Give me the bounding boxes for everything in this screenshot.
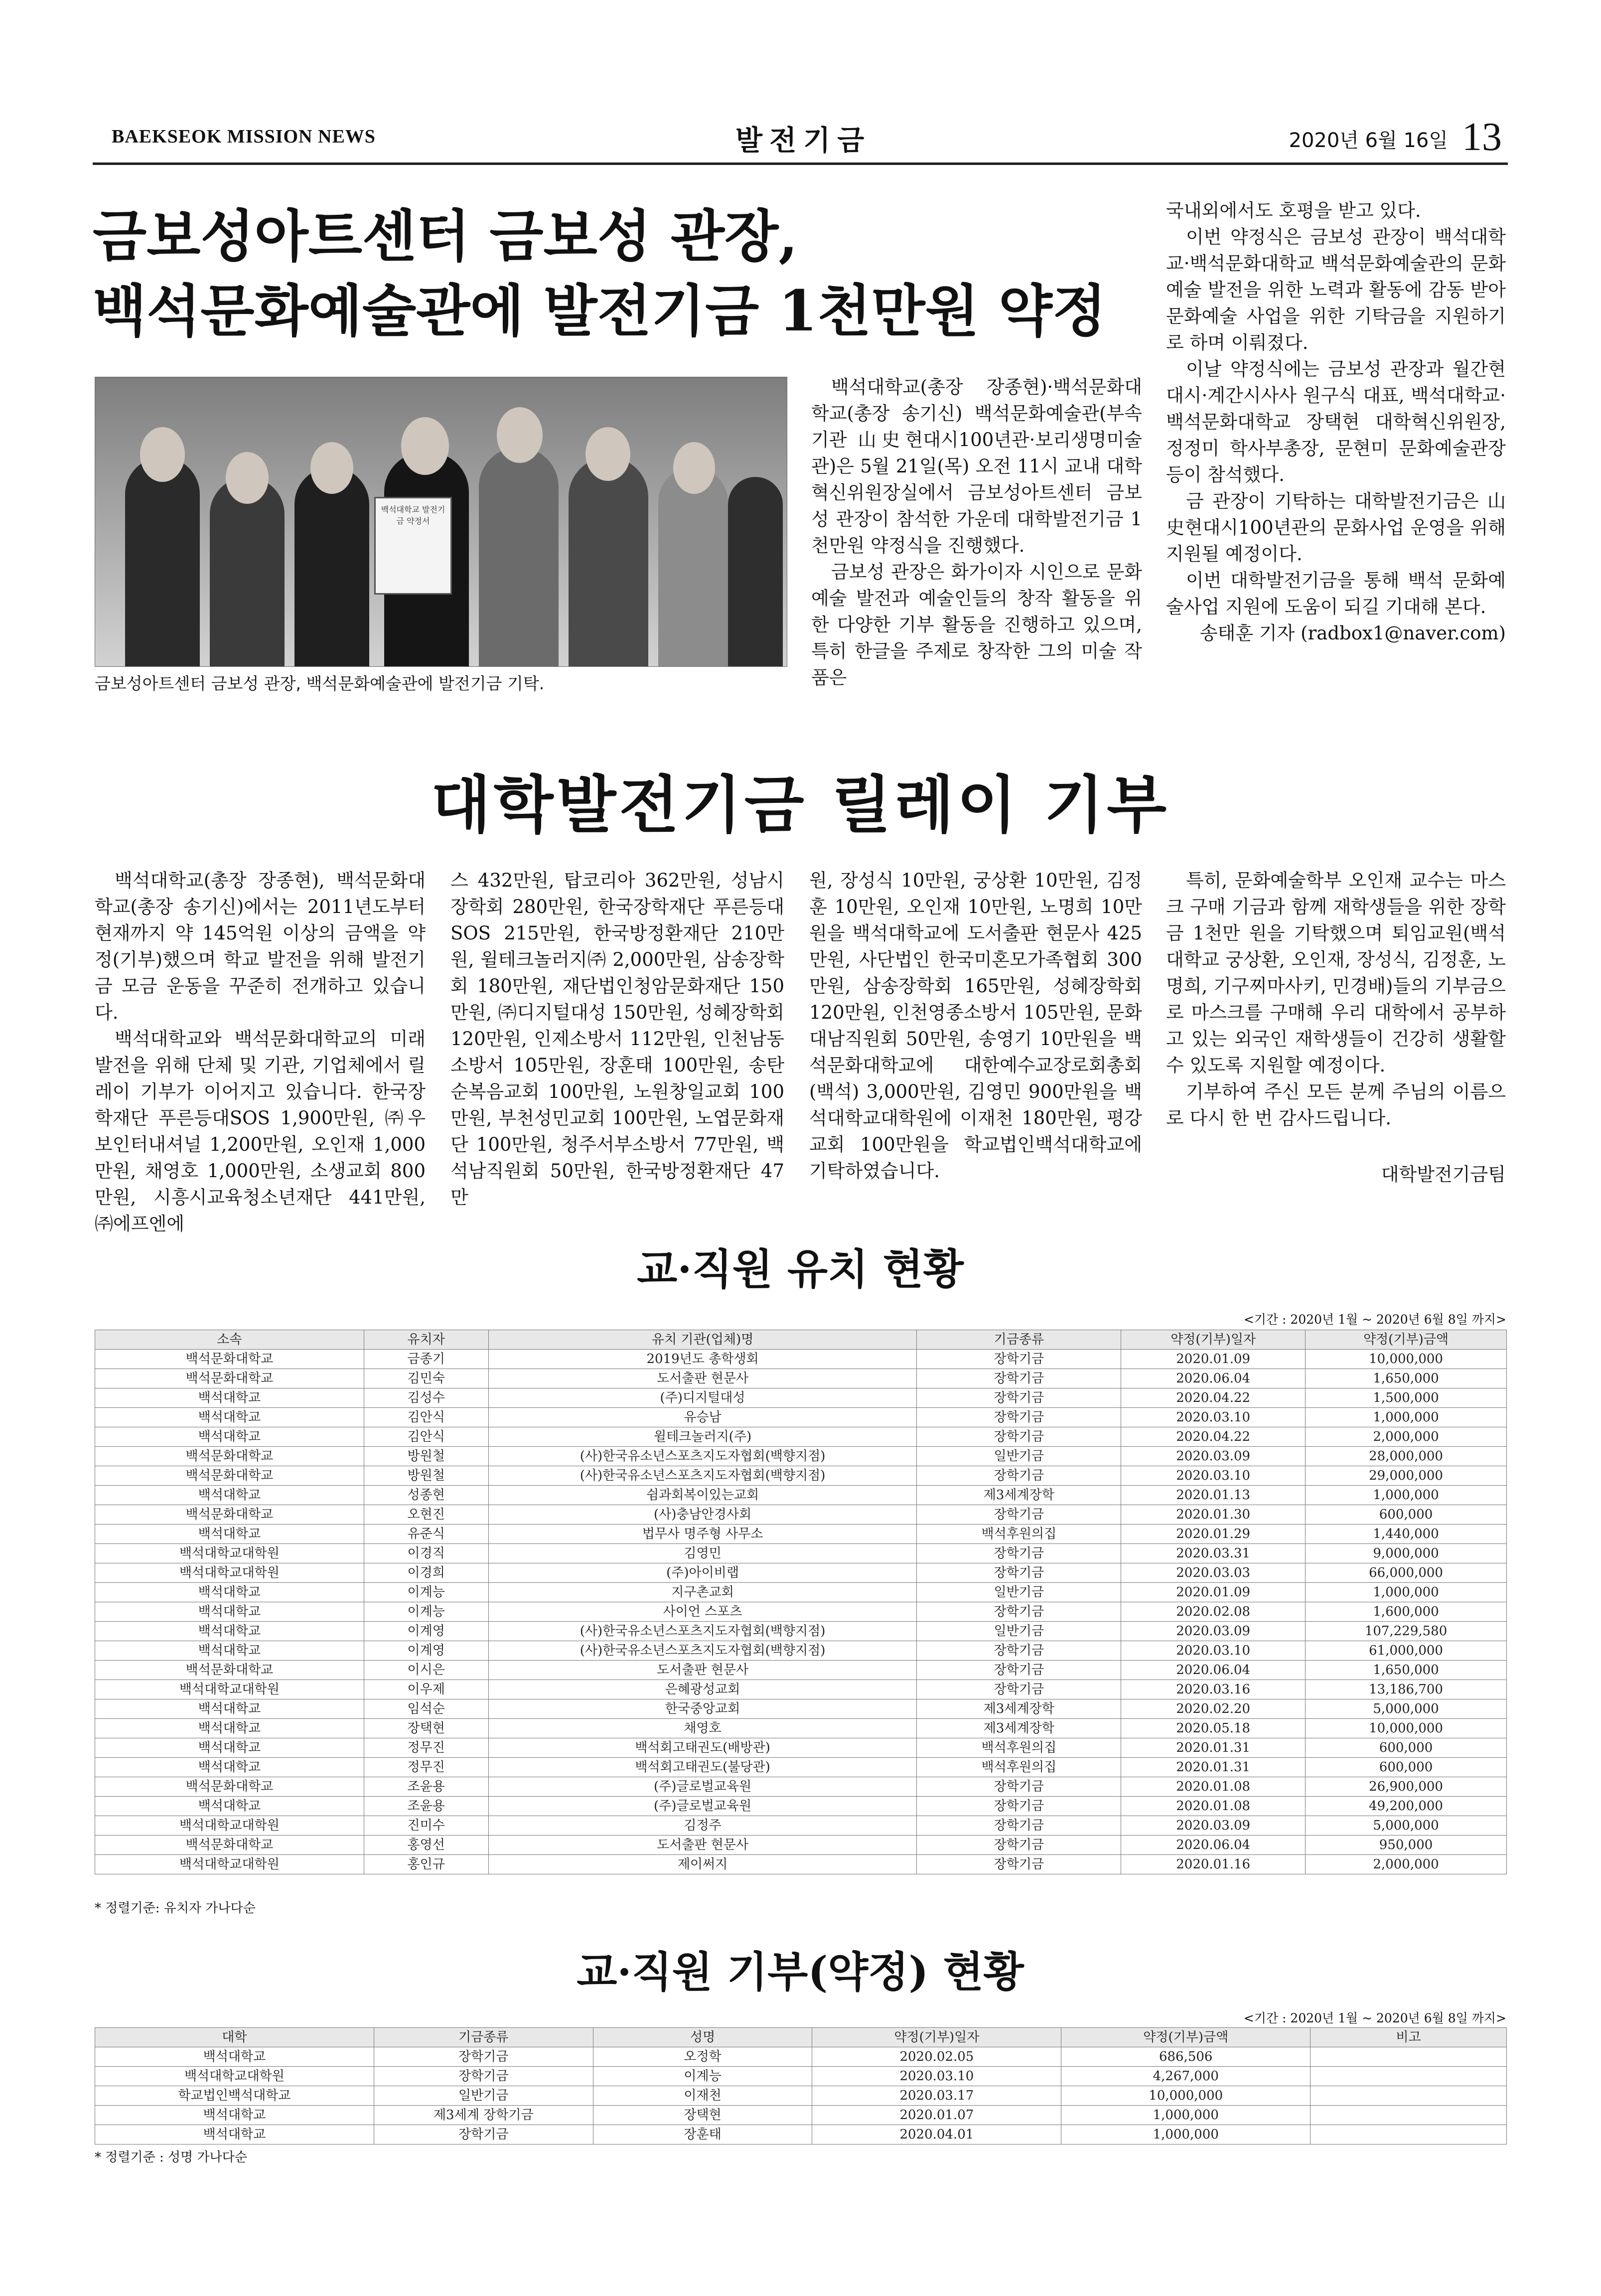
table-cell: 이경희 — [364, 1563, 488, 1583]
table-cell: 백석대학교 — [95, 1602, 364, 1622]
table-cell: 2020.05.18 — [1121, 1719, 1306, 1738]
table-cell — [1310, 2106, 1507, 2125]
table-cell: 2020.01.30 — [1121, 1505, 1306, 1525]
table-cell: 백석대학교대학원 — [95, 1680, 364, 1699]
table-cell: 장학기금 — [917, 1836, 1121, 1855]
table-cell: 2020.01.29 — [1121, 1525, 1306, 1544]
table-cell: 1,440,000 — [1306, 1525, 1507, 1544]
table-cell: 백석대학교 — [95, 1797, 364, 1816]
photo-person — [658, 467, 728, 666]
table-cell: 2020.03.16 — [1121, 1680, 1306, 1699]
photo-person — [479, 447, 559, 666]
column-header: 약정(기부)금액 — [1306, 1330, 1507, 1350]
table-cell: 장학기금 — [374, 2047, 593, 2067]
photo-head — [226, 452, 269, 504]
column-header: 기금종류 — [917, 1330, 1121, 1350]
table-cell: 김성수 — [364, 1388, 488, 1408]
table-cell: 백석대학교 — [95, 1583, 364, 1602]
table-cell: 2020.02.08 — [1121, 1602, 1306, 1622]
table-cell: 정무진 — [364, 1758, 488, 1777]
photo-person — [125, 457, 200, 666]
table-cell: 일반기금 — [917, 1622, 1121, 1641]
photo-head — [140, 427, 185, 482]
table-row — [95, 1797, 1507, 1816]
table-cell: 백석대학교 — [95, 1699, 364, 1719]
table-cell: 유승남 — [488, 1408, 917, 1427]
table-cell: 홍인규 — [364, 1855, 488, 1874]
table-cell: 조윤용 — [364, 1797, 488, 1816]
table-cell: 한국중앙교회 — [488, 1699, 917, 1719]
table-row — [95, 1777, 1507, 1797]
table-cell: 장학기금 — [374, 2067, 593, 2086]
table-cell: 장훈태 — [593, 2125, 812, 2144]
column-header: 대학 — [95, 2028, 374, 2047]
table-cell: 제3세계장학 — [917, 1699, 1121, 1719]
table-cell: 장학기금 — [917, 1602, 1121, 1622]
article1-paragraph: 이날 약정식에는 금보성 관장과 월간현대시·계간시사사 원구식 대표, 백석대학교·백석문화대학교 장택현 대학혁신위원장, 정정미 학사부총장, 문현미 문화예술관장 등이 참석했다. — [1166, 358, 1506, 485]
table-cell: 2020.01.08 — [1121, 1777, 1306, 1797]
table-cell: 백석문화대학교 — [95, 1466, 364, 1486]
paper-name: BAEKSEOK MISSION NEWS — [112, 126, 376, 147]
photo-head — [401, 417, 449, 475]
table-cell: 백석대학교 — [95, 2047, 374, 2067]
article2-paragraph: 원, 장성식 10만원, 궁상환 10만원, 김정훈 10만원, 오인재 10만원, 노명희 10만원을 백석대학교에 도서출판 현문사 425만원, 사단법인 한국미혼모가족협회 300만원, 삼송장학회 165만원, 성혜장학회 120만원, 인천영종소방서 105만원, 문화대남직원회 50만원, 송영기 10만원을 백석문화대학교에 대한예수교장로회총회(백석) 3,000만원, 김영민 900만원을 백석대학교대학원에 이재천 180만원, 평강교회 100만원을 학교법인백석대학교에 기탁하였습니다. — [809, 870, 1142, 1182]
photo-person — [210, 477, 285, 666]
table-cell: 2020.03.10 — [1121, 1641, 1306, 1661]
table-cell: 도서출판 현문사 — [488, 1369, 917, 1388]
table-cell — [1310, 2047, 1507, 2067]
page-number: 13 — [1462, 115, 1502, 159]
table-cell: (사)한국유소년스포츠지도자협회(백향지점) — [488, 1466, 917, 1486]
table-cell: 10,000,000 — [1306, 1350, 1507, 1369]
table-cell: 49,200,000 — [1306, 1797, 1507, 1816]
article2-paragraph: 백석대학교(총장 장종현), 백석문화대학교(총장 송기신)에서는 2011년도부터 현재까지 약 145억원 이상의 금액을 약정(기부)했으며 학교 발전을 위해 발전기금 모금 운동을 꾸준히 전개하고 있습니다. — [95, 870, 426, 1023]
table-cell: 장학기금 — [917, 1466, 1121, 1486]
table-cell: (사)한국유소년스포츠지도자협회(백향지점) — [488, 1622, 917, 1641]
column-header: 약정(기부)일자 — [812, 2028, 1061, 2047]
table-cell: 채영호 — [488, 1719, 917, 1738]
table-cell: 백석후원의집 — [917, 1525, 1121, 1544]
article2-column-2 — [450, 867, 784, 1211]
table-cell: 장학기금 — [917, 1797, 1121, 1816]
table-cell: 임석순 — [364, 1699, 488, 1719]
table-cell: 686,506 — [1061, 2047, 1310, 2067]
table-cell: 107,229,580 — [1306, 1622, 1507, 1641]
table-row — [95, 2047, 1507, 2067]
table-cell: 제3세계 장학기금 — [374, 2106, 593, 2125]
table-row — [95, 1466, 1507, 1486]
table-cell: 도서출판 현문사 — [488, 1661, 917, 1680]
table-cell: 진미수 — [364, 1816, 488, 1836]
table-cell: 김민숙 — [364, 1369, 488, 1388]
table-cell: 방원철 — [364, 1447, 488, 1466]
issue-date: 2020년 6월 16일 — [1289, 129, 1448, 152]
table-row — [95, 1525, 1507, 1544]
table-row — [95, 1427, 1507, 1447]
article1-byline: 송태훈 기자 (radbox1@naver.com) — [1199, 622, 1506, 644]
table-cell: 사이언 스포츠 — [488, 1602, 917, 1622]
article2-column-1 — [95, 867, 426, 1237]
table-cell: 백석후원의집 — [917, 1738, 1121, 1758]
table-cell: 2020.04.22 — [1121, 1427, 1306, 1447]
column-header: 유치자 — [364, 1330, 488, 1350]
table-cell: 1,500,000 — [1306, 1388, 1507, 1408]
table-cell: 장학기금 — [917, 1427, 1121, 1447]
table-cell: 백석대학교 — [95, 1427, 364, 1447]
article1-paragraph: 금보성 관장은 화가이자 시인으로 문화예술 발전과 예술인들의 창작 활동을 위한 다양한 기부 활동을 진행하고 있으며, 특히 한글을 주제로 창작한 그의 미술 작품은 — [811, 561, 1142, 688]
table-cell: 유준식 — [364, 1525, 488, 1544]
table-row — [95, 1641, 1507, 1661]
table-row — [95, 1602, 1507, 1622]
table-cell: 백석대학교 — [95, 1738, 364, 1758]
table-cell: 2020.03.17 — [812, 2086, 1061, 2106]
table-cell: 1,600,000 — [1306, 1602, 1507, 1622]
article2-column-3 — [809, 867, 1142, 1184]
article2-title: 대학발전기금 릴레이 기부 — [431, 769, 1169, 841]
table-cell: 2020.03.09 — [1121, 1622, 1306, 1641]
table-row — [95, 1699, 1507, 1719]
photo-head — [585, 427, 630, 481]
table-row — [95, 2067, 1507, 2086]
table-cell: 백석대학교대학원 — [95, 1563, 364, 1583]
table-cell: 장학기금 — [917, 1350, 1121, 1369]
article1-headline — [93, 199, 1109, 349]
table-cell: 1,000,000 — [1306, 1408, 1507, 1427]
table-cell: 2020.01.08 — [1121, 1797, 1306, 1816]
article2-column-4 — [1166, 867, 1506, 1188]
table-cell: 백석문화대학교 — [95, 1447, 364, 1466]
table-cell: 2020.01.16 — [1121, 1855, 1306, 1874]
table-cell: 조윤용 — [364, 1777, 488, 1797]
photo-person — [728, 477, 783, 666]
table-row — [95, 1369, 1507, 1388]
photo-head — [497, 407, 543, 463]
table-cell: 장학기금 — [917, 1855, 1121, 1874]
table-row — [95, 1447, 1507, 1466]
table-cell: 10,000,000 — [1306, 1719, 1507, 1738]
table-cell: 5,000,000 — [1306, 1816, 1507, 1836]
table-cell: 9,000,000 — [1306, 1544, 1507, 1563]
table-row — [95, 1563, 1507, 1583]
table-row — [95, 1486, 1507, 1505]
article2-paragraph: 기부하여 주신 모든 분께 주님의 이름으로 다시 한 번 감사드립니다. — [1166, 1081, 1506, 1129]
table-row — [95, 1350, 1507, 1369]
table-cell: 김영민 — [488, 1544, 917, 1563]
table-cell: 2020.06.04 — [1121, 1661, 1306, 1680]
table1-period: <기간 : 2020년 1월 ~ 2020년 6월 8일 까지> — [1243, 1312, 1506, 1327]
article2-byline: 대학발전기금팀 — [1381, 1164, 1506, 1185]
table-cell: 백석문화대학교 — [95, 1661, 364, 1680]
table-cell: 66,000,000 — [1306, 1563, 1507, 1583]
table-cell — [1310, 2086, 1507, 2106]
table-row — [95, 1719, 1507, 1738]
article1-column-2 — [1166, 197, 1506, 646]
table-cell: 950,000 — [1306, 1836, 1507, 1855]
table-cell: 백석대학교 — [95, 1758, 364, 1777]
table-cell: 은혜광성교회 — [488, 1680, 917, 1699]
table-cell: 600,000 — [1306, 1758, 1507, 1777]
table-cell: 1,650,000 — [1306, 1661, 1507, 1680]
column-header: 소속 — [95, 1330, 364, 1350]
table-cell: 1,000,000 — [1061, 2106, 1310, 2125]
table-cell: 이계능 — [364, 1583, 488, 1602]
table-row — [95, 1661, 1507, 1680]
table-cell: 61,000,000 — [1306, 1641, 1507, 1661]
table-cell: 이계능 — [364, 1602, 488, 1622]
table-cell: 오현진 — [364, 1505, 488, 1525]
table-cell: 2020.01.09 — [1121, 1350, 1306, 1369]
table-row — [95, 1622, 1507, 1641]
table1-title: 교·직원 유치 현황 — [637, 1244, 964, 1294]
table-cell: 장학기금 — [917, 1680, 1121, 1699]
table-cell: 백석대학교대학원 — [95, 1816, 364, 1836]
table-row — [95, 2106, 1507, 2125]
article2-paragraph: 특히, 문화예술학부 오인재 교수는 마스크 구매 기금과 함께 재학생들을 위한 장학금 1천만 원을 기탁했으며 퇴임교원(백석대학교 궁상환, 오인재, 장성식, 김정훈, 노명희, 기구찌마사키, 민경배)들의 기부금으로 마스크를 구매해 우리 대학에서 공부하고 있는 외국인 재학생들이 건강히 생활할 수 있도록 지원할 예정이다. — [1166, 870, 1506, 1076]
table-cell: 백석대학교 — [95, 1641, 364, 1661]
table-cell — [1310, 2067, 1507, 2086]
table-cell: 장학기금 — [917, 1777, 1121, 1797]
table-cell: 학교법인백석대학교 — [95, 2086, 374, 2106]
table-cell: 일반기금 — [374, 2086, 593, 2106]
table-cell: 이우제 — [364, 1680, 488, 1699]
table-cell: 이재천 — [593, 2086, 812, 2106]
table-cell: 이계능 — [593, 2067, 812, 2086]
table-cell: 장학기금 — [917, 1505, 1121, 1525]
table-cell: 백석문화대학교 — [95, 1350, 364, 1369]
article2-paragraph: 스 432만원, 탑코리아 362만원, 성남시장학회 280만원, 한국장학재단 푸른등대SOS 215만원, 한국방정환재단 210만원, 윌테크놀러지㈜ 2,000만원, 삼송장학회 180만원, 재단법인청암문화재단 150만원, ㈜디지털대성 150만원, 성혜장학회 120만원, 인제소방서 112만원, 인천남동소방서 105만원, 장훈태 100만원, 송탄순복음교회 100만원, 노원창일교회 100만원, 부천성민교회 100만원, 노엽문화재단 100만원, 청주서부소방서 77만원, 백석남직원회 50만원, 한국방정환재단 47만 — [450, 870, 784, 1208]
table-cell: 2020.06.04 — [1121, 1369, 1306, 1388]
table-cell: 제3세계장학 — [917, 1719, 1121, 1738]
column-header: 성명 — [593, 2028, 812, 2047]
table-cell: 방원철 — [364, 1466, 488, 1486]
table-row — [95, 1680, 1507, 1699]
table-cell: 2020.01.07 — [812, 2106, 1061, 2125]
table-cell: 김정주 — [488, 1816, 917, 1836]
table-cell: 쉼과회복이있는교회 — [488, 1486, 917, 1505]
certificate-board — [374, 497, 452, 595]
table-cell: 이경직 — [364, 1544, 488, 1563]
photo-head — [310, 442, 353, 494]
table-cell: 백석문화대학교 — [95, 1777, 364, 1797]
article1-paragraph: 금 관장이 기탁하는 대학발전기금은 山史현대시100년관의 문화사업 운영을 위해 지원될 예정이다. — [1166, 490, 1506, 565]
table-cell: 백석대학교 — [95, 1388, 364, 1408]
table-row — [95, 1816, 1507, 1836]
table-row — [95, 1855, 1507, 1874]
photo-person — [294, 467, 369, 666]
table-cell: 백석대학교 — [95, 1486, 364, 1505]
table-cell: 백석대학교대학원 — [95, 1544, 364, 1563]
table-cell: 백석회고태권도(불당관) — [488, 1758, 917, 1777]
section-name: 발전기금 — [735, 125, 872, 157]
column-header: 약정(기부)일자 — [1121, 1330, 1306, 1350]
table-cell: 백석대학교 — [95, 1719, 364, 1738]
table-cell: 장학기금 — [917, 1641, 1121, 1661]
column-header: 유치 기관(업체)명 — [488, 1330, 917, 1350]
certificate-text: 백석대학교 발전기금 약정서 — [381, 505, 445, 526]
table-cell: 2020.02.20 — [1121, 1699, 1306, 1719]
table-cell: 김안식 — [364, 1408, 488, 1427]
table-cell: 2019년도 총학생회 — [488, 1350, 917, 1369]
table-cell: 28,000,000 — [1306, 1447, 1507, 1466]
table-cell: 장학기금 — [917, 1661, 1121, 1680]
table-cell: 백석회고태권도(배방관) — [488, 1738, 917, 1758]
table2-note: * 정렬기준 : 성명 가나다순 — [95, 2150, 247, 2165]
table-cell: 이계영 — [364, 1641, 488, 1661]
table-cell: 2020.01.31 — [1121, 1758, 1306, 1777]
fundraising-table — [95, 1330, 1507, 1874]
table-cell — [1310, 2125, 1507, 2144]
column-header: 약정(기부)금액 — [1061, 2028, 1310, 2047]
table-cell: 2020.03.09 — [1121, 1816, 1306, 1836]
table-cell: 백석문화대학교 — [95, 1836, 364, 1855]
table-cell: 백석대학교 — [95, 1408, 364, 1427]
table-cell: 2020.06.04 — [1121, 1836, 1306, 1855]
table-row — [95, 1758, 1507, 1777]
table-cell: 2020.03.03 — [1121, 1563, 1306, 1583]
table-cell: 1,000,000 — [1061, 2125, 1310, 2144]
table-row — [95, 2125, 1507, 2144]
table-cell: 장학기금 — [917, 1563, 1121, 1583]
article1-paragraph: 백석대학교(총장 장종현)·백석문화대학교(총장 송기신) 백석문화예술관(부속기관 山史현대시100년관·보리생명미술관)은 5월 21일(목) 오전 11시 교내 대학혁신위원장실에서 금보성아트센터 금보성 관장이 참석한 가운데 대학발전기금 1천만원 약정식을 진행했다. — [811, 376, 1142, 556]
table-cell: (사)충남안경사회 — [488, 1505, 917, 1525]
table-cell: 백석대학교 — [95, 2125, 374, 2144]
table-cell: (주)아이비랩 — [488, 1563, 917, 1583]
table-cell: 백석대학교 — [95, 2106, 374, 2125]
table-cell: 5,000,000 — [1306, 1699, 1507, 1719]
photo-head — [673, 442, 715, 494]
table-cell: 10,000,000 — [1061, 2086, 1310, 2106]
table-cell: 4,267,000 — [1061, 2067, 1310, 2086]
table-cell: 장택현 — [364, 1719, 488, 1738]
table-cell: 백석대학교대학원 — [95, 1855, 364, 1874]
table-cell: 2020.03.10 — [1121, 1408, 1306, 1427]
article1-paragraph: 이번 약정식은 금보성 관장이 백석대학교·백석문화대학교 백석문화예술관의 문화예술 발전을 위한 노력과 활동에 감동 받아 문화예술 사업을 위한 기탁금을 지원하기로 하며 이뤄졌다. — [1166, 226, 1506, 353]
table-cell: 2020.03.10 — [1121, 1466, 1306, 1486]
table-cell: 1,000,000 — [1306, 1486, 1507, 1505]
table-cell: 정무진 — [364, 1738, 488, 1758]
table-cell: 2020.01.13 — [1121, 1486, 1306, 1505]
table-cell: 13,186,700 — [1306, 1680, 1507, 1699]
table-cell: 2020.03.09 — [1121, 1447, 1306, 1466]
table-cell: 29,000,000 — [1306, 1466, 1507, 1486]
table1-note: * 정렬기준: 유치자 가나다순 — [95, 1901, 256, 1916]
table-row — [95, 1836, 1507, 1855]
table-row — [95, 1505, 1507, 1525]
article1-column-1 — [811, 374, 1142, 691]
table-cell: 2020.03.31 — [1121, 1544, 1306, 1563]
table-cell: 김안식 — [364, 1427, 488, 1447]
table-row — [95, 1408, 1507, 1427]
table-cell: 장학기금 — [917, 1544, 1121, 1563]
article1-paragraph: 이번 대학발전기금을 통해 백석 문화예술사업 지원에 도움이 되길 기대해 본다. — [1166, 570, 1506, 617]
table-cell: 2020.01.09 — [1121, 1583, 1306, 1602]
table-cell: 장학기금 — [917, 1369, 1121, 1388]
table-cell: 백석문화대학교 — [95, 1505, 364, 1525]
headline-line2: 백석문화예술관에 발전기금 1천만원 약정 — [93, 279, 1107, 344]
table-cell: 성종현 — [364, 1486, 488, 1505]
table-cell: 오정학 — [593, 2047, 812, 2067]
table-cell: 백석문화대학교 — [95, 1369, 364, 1388]
table-cell: 2020.03.10 — [812, 2067, 1061, 2086]
table-cell: 도서출판 현문사 — [488, 1836, 917, 1855]
table-cell: 백석후원의집 — [917, 1758, 1121, 1777]
table-cell: 장학기금 — [917, 1388, 1121, 1408]
table-row — [95, 1583, 1507, 1602]
article2-paragraph: 백석대학교와 백석문화대학교의 미래 발전을 위해 단체 및 기관, 기업체에서 릴레이 기부가 이어지고 있습니다. 한국장학재단 푸른등대SOS 1,900만원, ㈜우보인터내셔널 1,200만원, 오인재 1,000만원, 채영호 1,000만원, 소생교회 800만원, 시흥시교육청소년재단 441만원, ㈜에프엔에 — [95, 1028, 426, 1234]
table-cell: 백석대학교 — [95, 1525, 364, 1544]
table-cell: 이계영 — [364, 1622, 488, 1641]
table-cell: 장학기금 — [374, 2125, 593, 2144]
table-cell: 2,000,000 — [1306, 1855, 1507, 1874]
table-cell: 지구촌교회 — [488, 1583, 917, 1602]
table-row — [95, 1388, 1507, 1408]
table2-period: <기간 : 2020년 1월 ~ 2020년 6월 8일 까지> — [1243, 2011, 1506, 2025]
table-cell: 장택현 — [593, 2106, 812, 2125]
table-cell: 윌테크놀러지(주) — [488, 1427, 917, 1447]
column-header: 비고 — [1310, 2028, 1507, 2047]
table-cell: 제3세계장학 — [917, 1486, 1121, 1505]
table-cell: 1,650,000 — [1306, 1369, 1507, 1388]
table-row — [95, 2086, 1507, 2106]
table-cell: (사)한국유소년스포츠지도자협회(백향지점) — [488, 1641, 917, 1661]
table-cell: 2020.01.31 — [1121, 1738, 1306, 1758]
table-cell: 1,000,000 — [1306, 1583, 1507, 1602]
table2-title: 교·직원 기부(약정) 현황 — [577, 1947, 1024, 1996]
table-cell: 600,000 — [1306, 1738, 1507, 1758]
table-cell: 일반기금 — [917, 1447, 1121, 1466]
table-cell: 26,900,000 — [1306, 1777, 1507, 1797]
table-row — [95, 1738, 1507, 1758]
table-cell: 일반기금 — [917, 1583, 1121, 1602]
donation-table — [95, 2027, 1507, 2144]
ceremony-photo — [95, 377, 787, 667]
masthead — [93, 115, 1508, 165]
table-cell: 법무사 명주형 사무소 — [488, 1525, 917, 1544]
table-cell: 백석대학교 — [95, 1622, 364, 1641]
table-cell: 홍영선 — [364, 1836, 488, 1855]
table-cell: (주)글로벌교육원 — [488, 1777, 917, 1797]
table-cell: 이시은 — [364, 1661, 488, 1680]
table-cell: (주)디지털대성 — [488, 1388, 917, 1408]
table-cell: 장학기금 — [917, 1816, 1121, 1836]
article1-paragraph: 국내외에서도 호평을 받고 있다. — [1166, 200, 1421, 221]
table-cell: 제이써지 — [488, 1855, 917, 1874]
photo-person — [569, 457, 648, 666]
table-cell: 금종기 — [364, 1350, 488, 1369]
table-cell: 장학기금 — [917, 1408, 1121, 1427]
table-row — [95, 1544, 1507, 1563]
table-cell: 600,000 — [1306, 1505, 1507, 1525]
photo-caption: 금보성아트센터 금보성 관장, 백석문화예술관에 발전기금 기탁. — [95, 674, 545, 693]
table-cell: 2,000,000 — [1306, 1427, 1507, 1447]
table-cell: (주)글로벌교육원 — [488, 1797, 917, 1816]
table-cell: 백석대학교대학원 — [95, 2067, 374, 2086]
column-header: 기금종류 — [374, 2028, 593, 2047]
table-cell: 2020.04.01 — [812, 2125, 1061, 2144]
table-cell: 2020.04.22 — [1121, 1388, 1306, 1408]
table-cell: 2020.02.05 — [812, 2047, 1061, 2067]
headline-line1: 금보성아트센터 금보성 관장, — [93, 204, 798, 269]
table-cell: (사)한국유소년스포츠지도자협회(백향지점) — [488, 1447, 917, 1466]
